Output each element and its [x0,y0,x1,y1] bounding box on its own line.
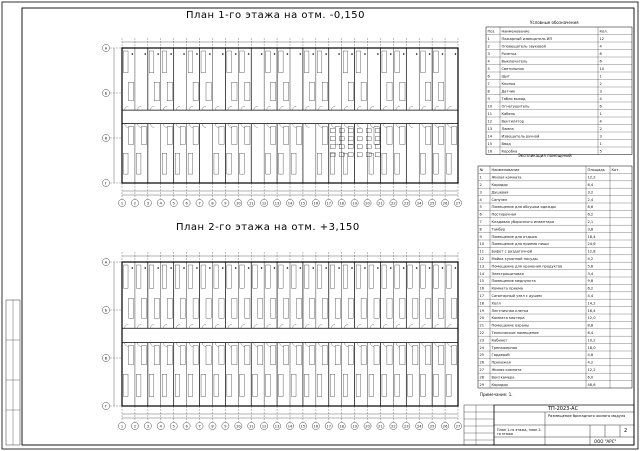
binding-strip [6,300,20,445]
explication-cell: 12,2 [587,368,596,372]
explication-cell: 27 [479,368,485,372]
axis-number: 9 [224,424,227,429]
axis-number: 25 [429,201,435,206]
legend-cell: 3 [487,51,490,56]
explication-cell: Кабинет [491,338,508,343]
legend-cell: 10 [487,104,493,109]
legend-cell: Кол. [599,29,608,34]
explication-cell: 12,0 [587,316,596,321]
legend-cell: Щит [501,74,510,79]
explication-cell: Жилая комната [491,368,522,372]
explication-cell: 4,2 [587,360,594,365]
explication-cell: Гардероб [491,353,510,358]
axis-number: 11 [248,424,254,429]
axis-number: 2 [133,424,137,429]
explication-cell: 15 [479,279,485,284]
explication-title: Экспликация помещений [518,153,572,158]
explication-cell: 6,2 [587,212,594,217]
legend-cell: Лампа [501,126,514,131]
explication-cell: 10,2 [587,338,596,343]
explication-cell: 3,8 [587,227,594,232]
legend-cell: Датчик [501,89,516,94]
explication-cell: 5 [479,205,482,210]
explication-cell: Прихожая [491,360,511,365]
legend-cell: 4 [599,119,602,124]
explication-cell: 48,6 [587,382,596,387]
legend-cell: Коробка [501,149,518,154]
legend-cell: Кнопка [501,81,516,86]
explication-cell: Помещение для отдыха [491,234,537,239]
explication-cell: 12 [479,257,485,261]
axis-number: 15 [300,201,306,206]
axis-number: 27 [455,201,461,206]
explication-cell: 18,0 [587,345,596,350]
explication-cell: Жилая комната [491,175,522,180]
explication-cell: Кат. [611,168,620,173]
explication-cell: 6,2 [587,286,594,291]
legend-cell: 8 [487,89,490,94]
axis-letter: А [104,46,108,51]
axis-number: 18 [339,424,344,429]
legend-cell: 1 [599,74,602,79]
explication-cell: 12,2 [587,175,596,180]
axis-letter: Б [104,91,108,96]
axis-letter: Б [104,308,108,313]
legend-cell: 6 [599,59,602,64]
plan-1-title: План 1-го этажа на отм. -0,150 [186,10,365,21]
legend-cell: 3 [599,134,602,139]
explication-cell: 18 [479,301,485,306]
explication-cell: Кладовая уборочного инвентаря [491,220,554,224]
axis-number: 20 [365,424,370,429]
axis-number: 27 [455,424,461,429]
explication-cell: Холл [491,301,501,306]
explication-cell: 8 [479,227,482,232]
legend-title: Условные обозначения [530,20,579,25]
axis-number: 14 [287,424,293,429]
axis-number: 17 [326,424,332,429]
explication-cell: Постирочная [491,212,517,217]
axis-number: 26 [442,201,448,206]
legend-cell: 11 [487,111,493,116]
legend-cell: Пожарный извещатель ИП [501,36,553,41]
explication-cell: Помещение охраны [491,323,529,328]
explication-cell: 8,8 [587,323,594,328]
axis-number: 7 [198,424,201,429]
explication-cell: 28 [479,375,485,380]
axis-number: 3 [146,424,149,429]
explication-cell: 22 [479,331,485,335]
axis-number: 3 [146,201,149,206]
explication-cell: Мойка кухонной посуды [491,257,538,261]
axis-number: 22 [391,424,396,429]
legend-cell: 13 [487,126,493,131]
explication-cell: Тамбур [491,227,506,232]
axis-number: 12 [261,424,267,429]
explication-cell: Коридор [491,183,508,187]
explication-cell: Комната мастера [491,316,525,321]
axis-number: 13 [274,424,280,429]
explication-cell: 17 [479,294,485,298]
axis-number: 14 [287,201,293,206]
explication-cell: Коридор [491,382,508,387]
legend-cell: 8 [599,51,602,56]
axis-number: 19 [352,201,357,206]
legend-cell: 4 [599,96,602,101]
floor-plan-2 [102,252,461,430]
legend-cell: 6 [487,74,490,79]
axis-number: 7 [198,201,201,206]
axis-number: 10 [236,424,241,429]
stamp-project-name: Размещение бригадного жилого модуля [548,414,626,418]
axis-number: 17 [326,201,332,206]
legend-cell: 2 [599,126,602,131]
explication-cell: Помещение для приема пищи [491,242,549,247]
explication-cell: 4,6 [587,353,594,358]
axis-number: 25 [429,424,435,429]
axis-number: 6 [185,201,188,206]
explication-cell: Тренажерная [491,345,518,350]
explication-cell: 29 [479,382,485,387]
axis-number: 8 [211,201,214,206]
explication-cell: Санузел [491,197,508,202]
axis-number: 19 [352,424,357,429]
legend-cell: Оповещатель звуковой [501,44,546,49]
explication-cell: 10 [479,242,485,247]
legend-cell: 2 [487,44,490,49]
explication-cell: 6 [479,212,482,217]
explication-cell: 3 [479,190,482,195]
explication-cell: 14,2 [587,301,596,306]
legend-cell: 2 [599,81,602,86]
explication-cell: 18,4 [587,234,596,239]
legend-cell: 12 [487,119,493,124]
explication-cell: Техническое помещение [491,331,539,335]
legend-cell: 7 [487,81,490,86]
legend-cell: Наименование [501,29,530,34]
explication-cell: 8,6 [587,205,594,210]
axis-letter: В [104,136,108,141]
axis-number: 16 [313,424,319,429]
explication-cell: Комната приема [491,286,524,291]
stamp-sheet-number: 2 [624,428,628,434]
axis-number: 1 [120,201,124,206]
axis-number: 21 [378,424,383,429]
legend-cell: Вентилятор [501,119,524,124]
legend-cell: Поз. [487,29,496,34]
legend-table [486,27,632,155]
legend-cell: Огнетушитель [501,104,530,109]
explication-cell: Помещение для хранения продуктов [491,264,563,269]
axis-number: 24 [416,424,422,429]
legend-cell: 1 [599,111,602,116]
explication-cell: 4,2 [587,257,594,261]
explication-cell: № [479,168,484,173]
legend-cell: Выключатель [501,59,528,64]
explication-cell: Буфет с раздаточной [491,249,533,254]
legend-cell: 4 [599,44,602,49]
explication-cell: 20 [479,316,485,321]
axis-letter: Г [104,404,108,409]
axis-number: 5 [172,424,175,429]
explication-cell: Электрощитовая [491,271,524,276]
explication-cell: 6,4 [587,331,594,335]
axis-number: 13 [274,201,280,206]
explication-cell: Наименование [491,168,520,173]
explication-cell: Душевая [491,190,509,195]
explication-cell: 24,6 [587,242,596,247]
axis-number: 21 [378,201,383,206]
axis-number: 23 [404,424,409,429]
axis-letter: А [104,260,108,265]
axis-number: 6 [185,424,188,429]
axis-number: 1 [120,424,124,429]
explication-cell: 24 [479,345,485,350]
axis-number: 24 [416,201,422,206]
legend-cell: 1 [599,141,602,146]
legend-cell: Табло выход [501,96,526,101]
axis-number: 10 [236,201,241,206]
axis-number: 12 [261,201,267,206]
explication-cell: 4,4 [587,294,594,298]
explication-cell: 26 [479,360,485,365]
explication-cell: 3,2 [587,190,594,195]
explication-cell: 4 [479,197,482,202]
explication-cell: 6,0 [587,375,594,380]
explication-cell: 14 [479,271,485,276]
explication-cell: 16 [479,286,485,291]
legend-cell: 3 [599,89,602,94]
note-text: Примечание: 1. [480,392,513,397]
legend-cell: 5 [599,149,602,154]
explication-cell: 6,4 [587,183,594,187]
explication-cell: 13 [479,264,485,269]
axis-number: 15 [300,424,306,429]
explication-cell: 2 [479,183,482,187]
legend-cell: Кабель [501,111,516,116]
explication-cell: 25 [479,353,485,358]
explication-cell: 7 [479,220,482,224]
axis-letter: Г [104,181,108,186]
explication-cell: 16,4 [587,308,596,313]
explication-cell: 2,1 [587,220,594,224]
explication-cell: Санитарный узел с душем [491,294,542,298]
legend-cell: Извещатель ручной [501,134,540,139]
explication-cell: Помещение для обсушки одежды [491,205,556,210]
legend-cell: 15 [487,141,493,146]
axis-number: 23 [404,201,409,206]
legend-cell: 9 [487,96,490,101]
axis-letter: В [104,356,108,361]
legend-cell: Розетка [501,51,517,56]
explication-cell: 21 [479,323,485,328]
axis-number: 11 [248,201,254,206]
explication-cell: 12,8 [587,249,596,254]
explication-cell: 1 [479,175,482,180]
explication-table [478,166,632,388]
explication-cell: 3,4 [587,271,594,276]
explication-cell: 11 [479,249,485,254]
explication-cell: 19 [479,308,485,313]
legend-cell: 6 [599,104,602,109]
legend-cell: 4 [487,59,490,64]
explication-cell: 23 [479,338,485,343]
explication-cell: 5,6 [587,264,594,269]
floor-plan-1 [102,38,461,207]
axis-number: 22 [391,201,396,206]
axis-number: 9 [224,201,227,206]
stamp-company: ООО "АРС" [594,439,617,444]
legend-cell: 10 [599,66,605,71]
axis-number: 4 [159,201,162,206]
explication-cell: 9 [479,234,482,239]
legend-cell: Светильник [501,66,525,71]
legend-cell: Ввод [501,141,511,146]
explication-cell: 2,4 [587,197,594,202]
stamp-sheet-name: План 1-го этажа, план 2-го этажа [497,428,542,436]
axis-number: 8 [211,424,214,429]
legend-cell: 14 [487,134,493,139]
axis-number: 18 [339,201,344,206]
axis-number: 4 [159,424,162,429]
explication-cell: Лестничная клетка [491,308,529,313]
explication-cell: Венткамера [491,375,515,380]
legend-cell: 16 [487,149,493,154]
axis-number: 2 [133,201,137,206]
axis-number: 5 [172,201,175,206]
explication-cell: Помещение медпункта [491,279,536,284]
legend-cell: 1 [487,36,490,41]
axis-number: 20 [365,201,370,206]
legend-cell: 5 [487,66,490,71]
legend-cell: 12 [599,36,605,41]
explication-cell: 9,8 [587,279,594,284]
axis-number: 26 [442,424,448,429]
plan-2-title: План 2-го этажа на отм. +3,150 [176,222,360,233]
axis-number: 16 [313,201,319,206]
explication-cell: Площадь [587,168,605,173]
stamp-code: ТП-2023-АС [548,406,579,412]
